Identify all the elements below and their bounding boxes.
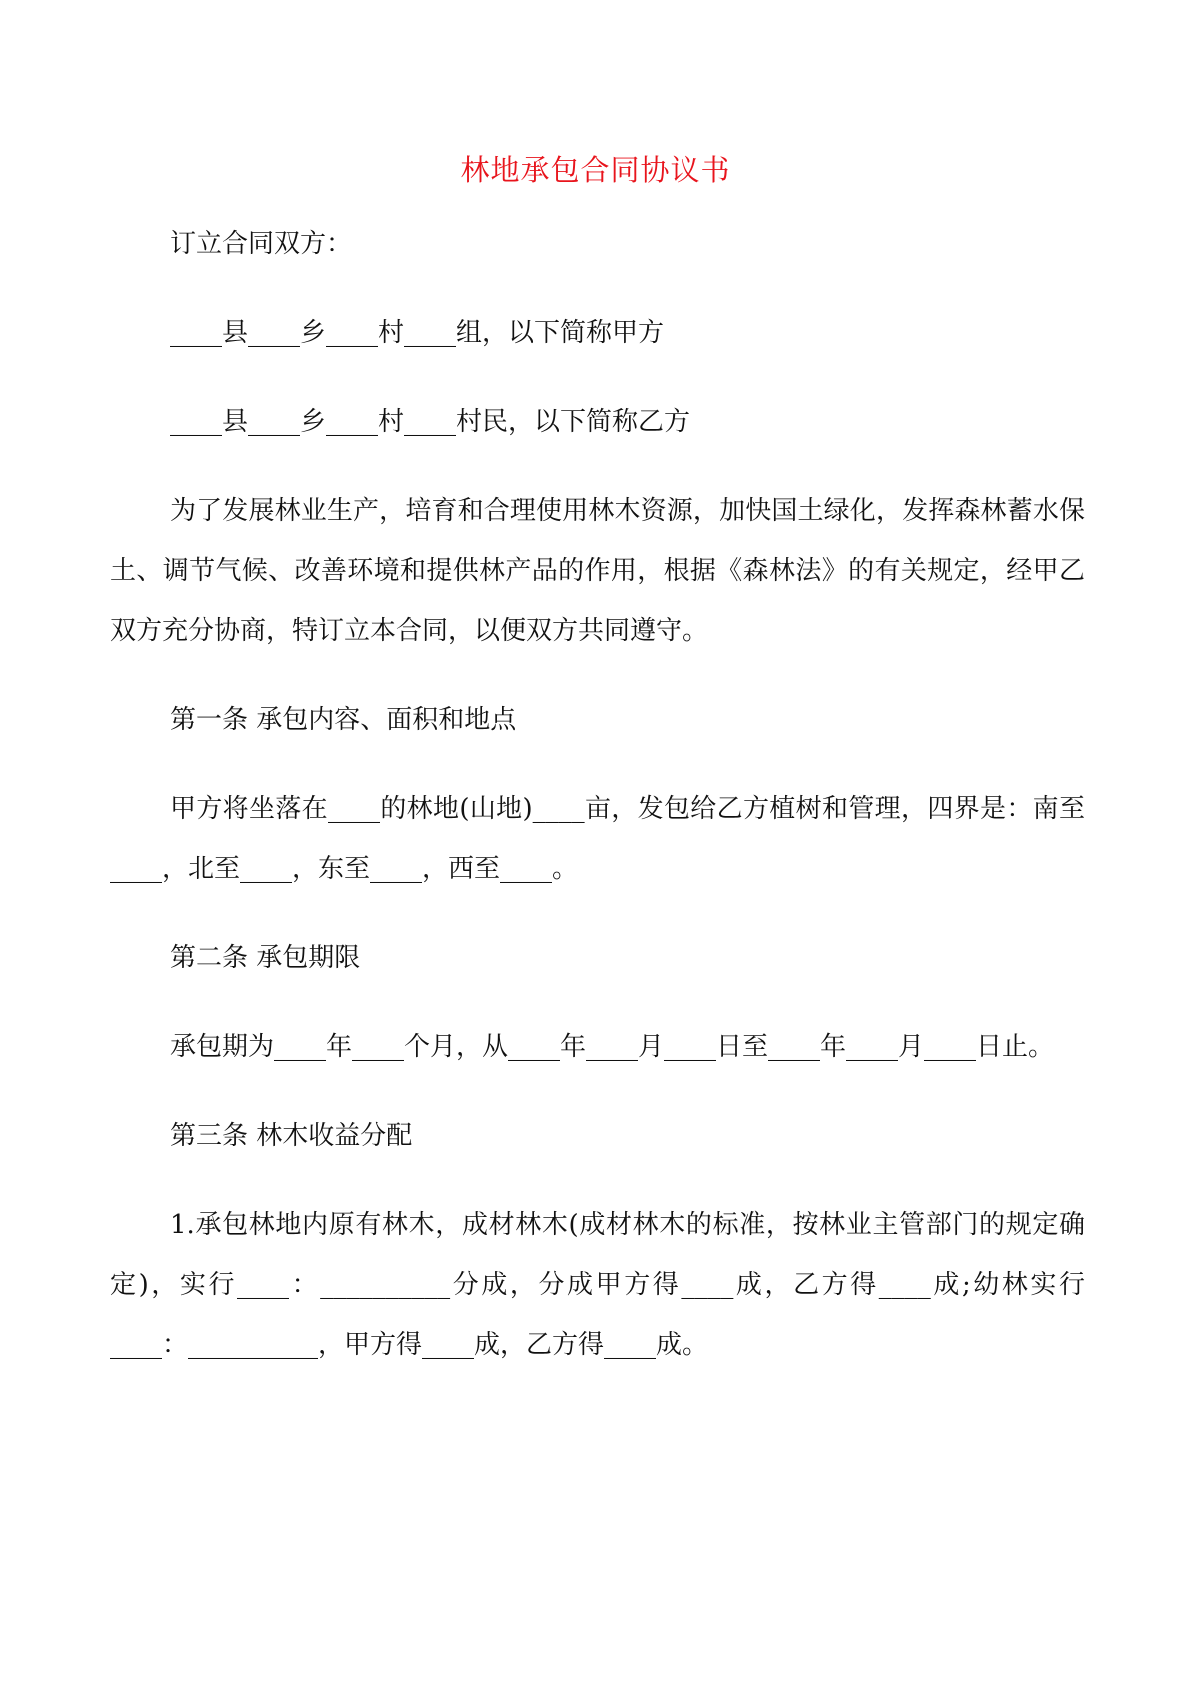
document-body [110, 214, 1085, 1375]
article-3-heading: 第三条 林木收益分配 [170, 1121, 413, 1151]
article-2-heading: 第二条 承包期限 [170, 943, 361, 973]
paragraph-purpose: 为了发展林业生产，培育和合理使用林木资源，加快国土绿化，发挥森林蓄水保土、调节气候、改善环境和提供林产品的作用，根据《森林法》的有关规定，经甲乙双方充分协商，特订立本合同，以便双方共同遵守。 [110, 496, 1085, 646]
article-1-content: 甲方将坐落在____的林地(山地)____亩，发包给乙方植树和管理，四界是：南至____，北至____，东至____，西至____。 [110, 794, 1085, 884]
article-2-content: 承包期为____年____个月，从____年____月____日至____年____月____日止。 [170, 1032, 1055, 1062]
paragraph-party-b: ____县____乡____村____村民，以下简称乙方 [170, 407, 691, 437]
document-title: 林地承包合同协议书 [460, 153, 731, 187]
article-1-heading: 第一条 承包内容、面积和地点 [170, 705, 517, 735]
paragraph-party-a: ____县____乡____村____组，以下简称甲方 [170, 318, 665, 348]
paragraph-parties-intro: 订立合同双方： [170, 229, 353, 259]
article-3-item-1: 1.承包林地内原有林木，成材林木(成材林木的标准，按林业主管部门的规定确定)，实行____：__________分成，分成甲方得____成，乙方得____成;幼林实行____：__________，甲方得____成，乙方得____成。 [110, 1210, 1085, 1360]
